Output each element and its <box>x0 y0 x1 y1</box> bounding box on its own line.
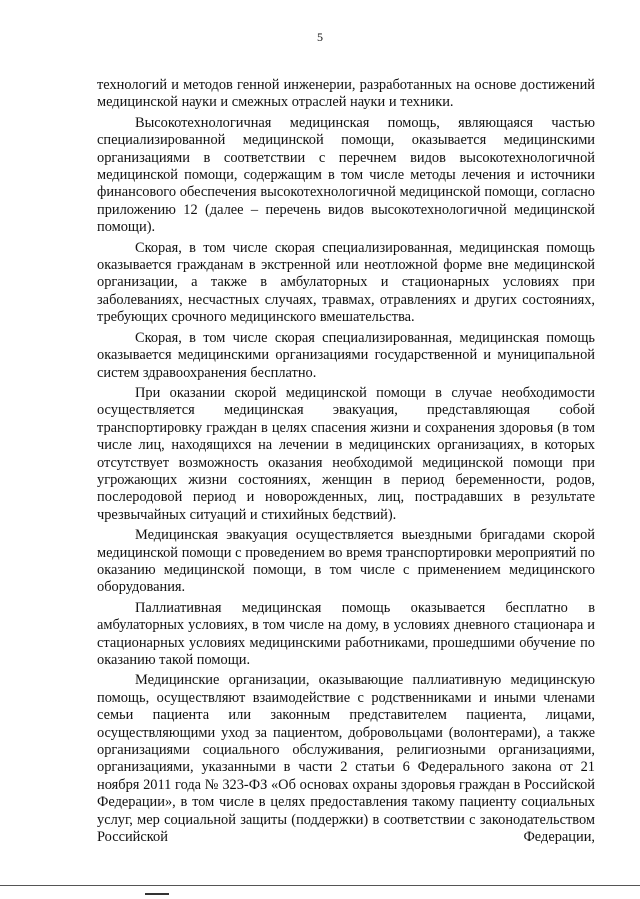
paragraph-medical-evacuation: При оказании скорой медицинской помощи в случае необходимости осуществляется медицинская эвакуация, представляющая собой транспортировку граждан в целях спасения жизни и сохранения здоровья (в том числе лиц, находящихся на лечении в медицинских организациях, в которых отсутствует возможность оказания необходимой медицинской помощи при угрожающих жизни состояниях, женщин в период беременности, родов, послеродовой период и новорожденных, лиц, пострадавших в результате чрезвычайных ситуаций и стихийных бедствий). <box>97 384 595 523</box>
paragraph-palliative-organizations: Медицинские организации, оказывающие паллиативную медицинскую помощь, осуществляют взаимодействие с родственниками и иными членами семьи пациента или законным представителем пациента, лицами, осуществляющими уход за пациентом, добровольцами (волонтерами), а также организациями социального обслуживания, религиозными организациями, организациями, указанными в части 2 статьи 6 Федерального закона от 21 ноября 2011 года № 323-ФЗ «Об основах охраны здоровья граждан в Российской Федерации», в том числе в целях предоставления такому пациенту социальных услуг, мер социальной защиты (поддержки) в соответствии с законодательством Российской Федерации, <box>97 672 595 846</box>
page-number: 5 <box>317 30 323 44</box>
paragraph-genetic-engineering: технологий и методов генной инженерии, разработанных на основе достижений медицинской науки и смежных отраслей науки и техники. <box>97 77 595 111</box>
paragraph-emergency-care-free: Скорая, в том числе скорая специализированная, медицинская помощь оказывается медицинскими организациями государственной и муниципальной систем здравоохранения бесплатно. <box>97 329 595 381</box>
paragraph-palliative-care: Паллиативная медицинская помощь оказывается бесплатно в амбулаторных условиях, в том числе на дому, в условиях дневного стационара и стационарных условиях медицинскими работниками, прошедшими обучение по оказанию такой помощи. <box>97 599 595 668</box>
paragraph-evacuation-teams: Медицинская эвакуация осуществляется выездными бригадами скорой медицинской помощи с проведением во время транспортировки мероприятий по оказанию медицинской помощи, в том числе с применением медицинского оборудования. <box>97 527 595 596</box>
paragraph-high-tech-care: Высокотехнологичная медицинская помощь, являющаяся частью специализированной медицинской помощи, оказывается медицинскими организациями в соответствии с перечнем видов высокотехнологичной медицинской помощи, содержащим в том числе методы лечения и источники финансового обеспечения высокотехнологичной медицинской помощи, согласно приложению 12 (далее – перечень видов высокотехнологичной медицинской помощи). <box>97 114 595 236</box>
document-body <box>97 77 595 846</box>
scan-artifact <box>145 893 169 895</box>
scan-edge-line <box>0 885 640 886</box>
paragraph-emergency-care: Скорая, в том числе скорая специализированная, медицинская помощь оказывается гражданам в экстренной или неотложной форме вне медицинской организации, а также в амбулаторных и стационарных условиях при заболеваниях, несчастных случаях, травмах, отравлениях и других состояниях, требующих срочного медицинского вмешательства. <box>97 239 595 326</box>
